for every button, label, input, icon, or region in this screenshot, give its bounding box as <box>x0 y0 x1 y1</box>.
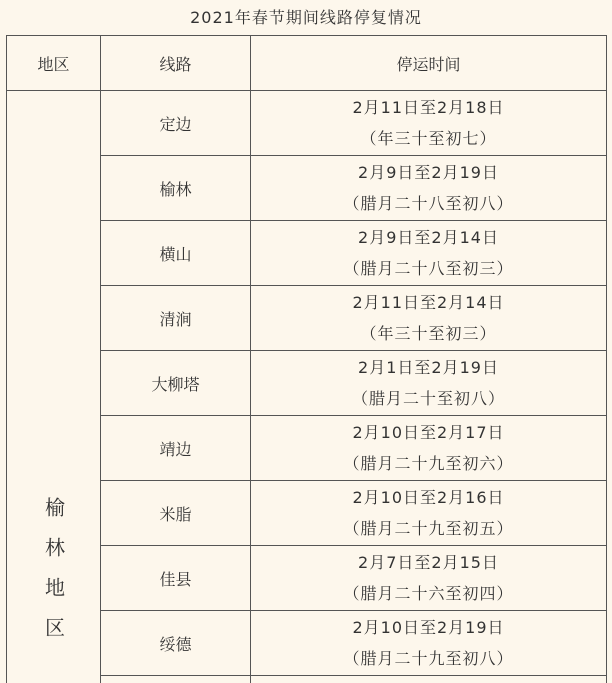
suspension-lunar-dates: （腊月二十九至初六） <box>343 454 514 473</box>
header-line: 线路 <box>101 36 251 91</box>
suspension-dates: 2月10日至2月19日 <box>352 618 505 637</box>
line-name: 靖边 <box>101 416 251 481</box>
suspension-dates: 2月9日至2月19日 <box>358 163 499 182</box>
header-region: 地区 <box>7 36 101 91</box>
line-name: 绥德 <box>101 611 251 676</box>
suspension-lunar-dates: （年三十至初七） <box>360 129 497 148</box>
line-name: 榆林 <box>101 156 251 221</box>
region-name: 榆林地区 <box>41 497 66 658</box>
suspension-time <box>251 91 607 156</box>
line-name: 定边 <box>101 91 251 156</box>
table-row <box>7 91 607 156</box>
suspension-dates: 2月10日至2月16日 <box>352 488 505 507</box>
route-suspension-table <box>6 35 607 683</box>
line-name: 米脂 <box>101 481 251 546</box>
page-title: 2021年春节期间线路停复情况 <box>190 8 422 27</box>
suspension-lunar-dates: （腊月二十九至初八） <box>343 649 514 668</box>
suspension-time <box>251 286 607 351</box>
suspension-lunar-dates: （腊月二十至初八） <box>351 389 505 408</box>
line-name: 佳县 <box>101 546 251 611</box>
line-name: 大柳塔 <box>101 351 251 416</box>
suspension-time-empty <box>251 676 607 683</box>
suspension-lunar-dates: （腊月二十九至初五） <box>343 519 514 538</box>
suspension-time <box>251 546 607 611</box>
suspension-time <box>251 351 607 416</box>
suspension-lunar-dates: （腊月二十八至初三） <box>343 259 514 278</box>
suspension-time <box>251 611 607 676</box>
line-name-empty <box>101 676 251 683</box>
line-name: 横山 <box>101 221 251 286</box>
suspension-time <box>251 481 607 546</box>
suspension-dates: 2月9日至2月14日 <box>358 228 499 247</box>
suspension-dates: 2月1日至2月19日 <box>358 358 499 377</box>
suspension-time <box>251 221 607 286</box>
suspension-time <box>251 416 607 481</box>
suspension-lunar-dates: （腊月二十六至初四） <box>343 584 514 603</box>
region-cell <box>7 91 101 683</box>
suspension-time <box>251 156 607 221</box>
suspension-dates: 2月11日至2月18日 <box>352 98 505 117</box>
header-time: 停运时间 <box>251 36 607 91</box>
suspension-dates: 2月11日至2月14日 <box>352 293 505 312</box>
table-header-row <box>7 36 607 91</box>
suspension-dates: 2月10日至2月17日 <box>352 423 505 442</box>
line-name: 清涧 <box>101 286 251 351</box>
suspension-lunar-dates: （年三十至初三） <box>360 324 497 343</box>
suspension-lunar-dates: （腊月二十八至初八） <box>343 194 514 213</box>
suspension-dates: 2月7日至2月15日 <box>358 553 499 572</box>
